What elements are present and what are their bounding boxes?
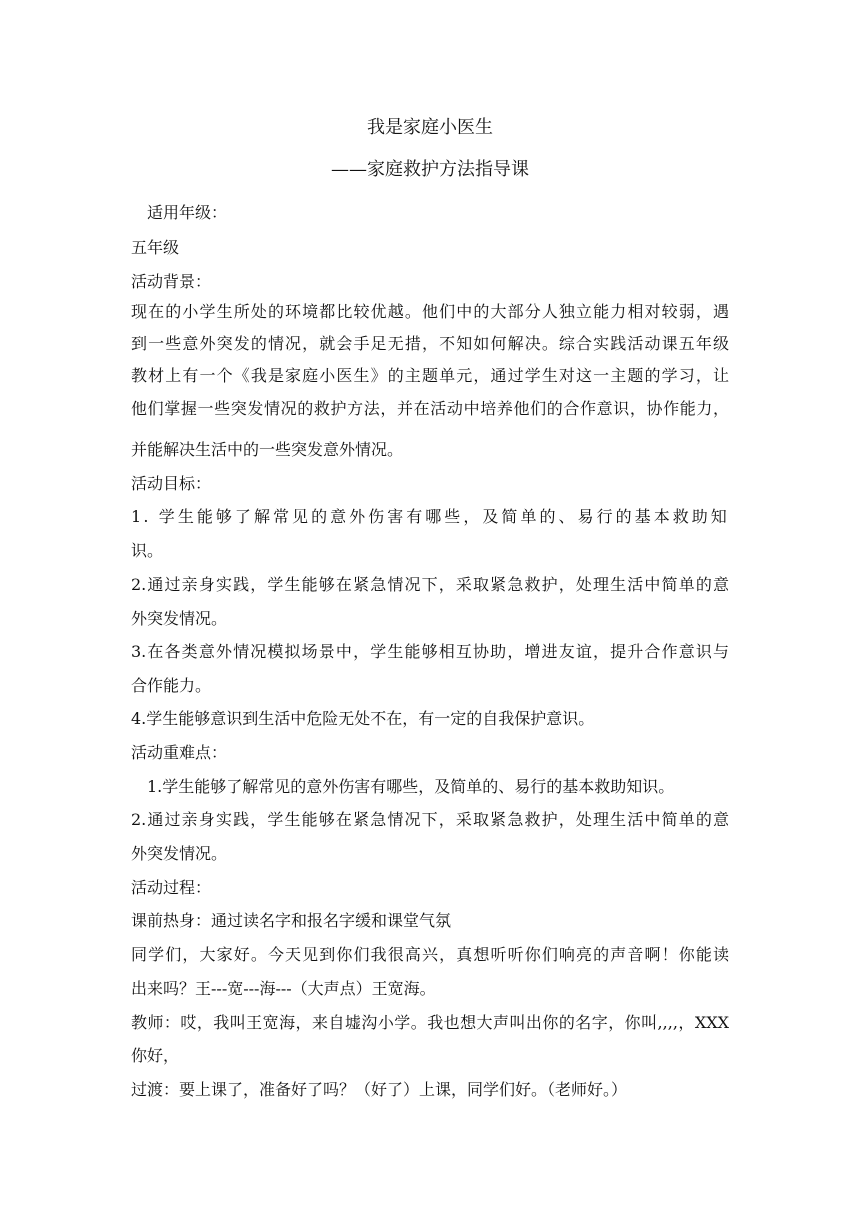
goal-item: 2.通过亲身实践，学生能够在紧急情况下，采取紧急救护，处理生活中简单的意 bbox=[131, 575, 729, 594]
process-line: 同学们，大家好。今天见到你们我很高兴，真想听听你们响亮的声音啊！你能读 bbox=[131, 945, 729, 964]
heading-key-points: 活动重难点： bbox=[131, 743, 228, 762]
label-grade: 适用年级： bbox=[147, 203, 228, 222]
goal-item: 1. 学生能够了解常见的意外伤害有哪些，及简单的、易行的基本救助知 bbox=[131, 507, 729, 526]
key-point-item: 2.通过亲身实践，学生能够在紧急情况下，采取紧急救护，处理生活中简单的意 bbox=[131, 810, 729, 829]
goal-item: 3.在各类意外情况模拟场景中，学生能够相互协助，增进友谊，提升合作意识与 bbox=[131, 642, 729, 661]
key-point-item: 1.学生能够了解常见的意外伤害有哪些，及简单的、易行的基本救助知识。 bbox=[147, 777, 675, 796]
goal-item-continued: 外突发情况。 bbox=[131, 609, 228, 628]
heading-background: 活动背景： bbox=[131, 272, 212, 291]
paragraph-line: 现在的小学生所处的环境都比较优越。他们中的大部分人独立能力相对较弱，遇 bbox=[131, 302, 729, 321]
heading-process: 活动过程： bbox=[131, 878, 212, 897]
key-point-item-continued: 外突发情况。 bbox=[131, 844, 228, 863]
goal-item: 4.学生能够意识到生活中危险无处不在，有一定的自我保护意识。 bbox=[131, 709, 595, 728]
grade-value: 五年级 bbox=[131, 238, 180, 257]
process-line: 教师：哎，我叫王宽海，来自墟沟小学。我也想大声叫出你的名字，你叫,,,,，XXX bbox=[131, 1013, 729, 1032]
paragraph-line: 他们掌握一些突发情况的救护方法，并在活动中培养他们的合作意识，协作能力， bbox=[131, 399, 729, 418]
process-line: 出来吗？王---宽---海---（大声点）王宽海。 bbox=[131, 979, 436, 998]
process-line: 课前热身：通过读名字和报名字缓和课堂气氛 bbox=[131, 911, 452, 930]
heading-goals: 活动目标： bbox=[131, 474, 212, 493]
goal-item-continued: 识。 bbox=[131, 541, 164, 560]
paragraph-line: 并能解决生活中的一些突发意外情况。 bbox=[131, 440, 404, 459]
document-title: 我是家庭小医生 bbox=[367, 117, 493, 138]
goal-item-continued: 合作能力。 bbox=[131, 676, 212, 695]
process-line: 过渡：要上课了，准备好了吗？（好了）上课，同学们好。（老师好。） bbox=[131, 1080, 628, 1099]
process-line: 你好， bbox=[131, 1046, 180, 1065]
paragraph-line: 到一些意外突发的情况，就会手足无措，不知如何解决。综合实践活动课五年级 bbox=[131, 334, 729, 353]
document-subtitle: ——家庭救护方法指导课 bbox=[331, 159, 529, 180]
paragraph-line: 教材上有一个《我是家庭小医生》的主题单元，通过学生对这一主题的学习，让 bbox=[131, 366, 729, 385]
